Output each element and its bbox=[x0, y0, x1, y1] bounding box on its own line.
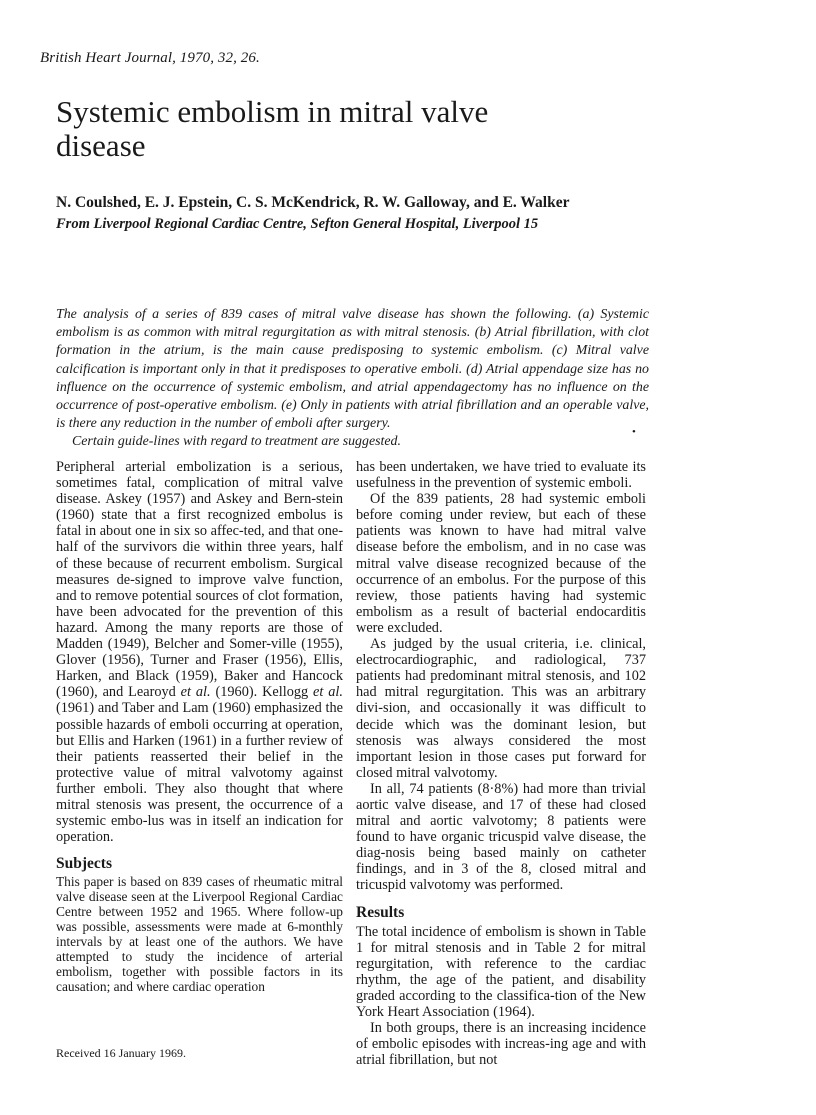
section-heading-results: Results bbox=[356, 903, 405, 921]
body-text: (1960). Kellogg bbox=[210, 684, 314, 701]
abstract-paragraph: Certain guide-lines with regard to treatment are suggested. bbox=[72, 434, 401, 450]
body-paragraph: In all, 74 patients (8·8%) had more than trivial aortic valve disease, and 17 of these had closed mitral and aortic valvotomy; 8 patients were found to have organic tricuspid valve disease, the diag-nosis being based mainly on catheter findings, and in 3 of the 8, closed mitral and tricuspid valvotomy was performed. bbox=[356, 780, 646, 894]
abstract bbox=[56, 306, 649, 452]
right-column bbox=[356, 459, 646, 1068]
body-text: Learoyd bbox=[128, 684, 181, 701]
body-paragraph bbox=[56, 459, 343, 845]
body-paragraph: The total incidence of embolism is shown in Table 1 for mitral stenosis and in Table 2 for mitral regurgitation, with reference to the cardiac rhythm, the age of the patient, and disability graded according to the classifica-tion of the New York Heart Association (1964). bbox=[356, 923, 646, 1020]
citation-et-al: et al. bbox=[313, 684, 343, 701]
section-heading-subjects: Subjects bbox=[56, 855, 112, 873]
body-text: (1961) and Taber and Lam (1960) emphasized the possible hazards of emboli occurring at operation, but Ellis and Harken (1961) in a further review of their patients reasserted their belief in the protective value of mitral valvotomy against further emboli. They also thought that where mitral stenosis was present, the occurrence of a systemic embo-lus was in itself an indication for operation. bbox=[56, 700, 343, 846]
author-affiliation: From Liverpool Regional Cardiac Centre, Sefton General Hospital, Liverpool 15 bbox=[56, 216, 539, 232]
citation-et-al: et al. bbox=[180, 684, 211, 701]
abstract-end-mark: • bbox=[632, 426, 636, 438]
author-list: N. Coulshed, E. J. Epstein, C. S. McKendrick, R. W. Galloway, and E. Walker bbox=[56, 194, 570, 211]
body-paragraph: As judged by the usual criteria, i.e. clinical, electrocardiographic, and radiological, 737 patients had predominant mitral stenosis, and 102 had mitral regurgitation. This was an arbitrary divi-sion, and occasionally it was difficult to decide which was the dominant lesion, but stenosis was always considered the most important lesion in those cases put forward for closed mitral valvotomy. bbox=[356, 636, 646, 781]
journal-reference: British Heart Journal, 1970, 32, 26. bbox=[40, 50, 260, 66]
abstract-paragraph: The analysis of a series of 839 cases of mitral valve disease has shown the following. (a) Systemic embolism is as common with mitral regurgitation as with mitral stenosis. (b) Atrial fibrillation, with clot formation in the atrium, is the main cause predisposing to systemic embolism. (c) Mitral valve calcification is important only in that it predisposes to operative emboli. (d) Atrial appendage size has no influence on the occurrence of systemic embolism, and atrial appendagectomy has no influence on the occurrence of post-operative embolism. (e) Only in patients with atrial fibrillation and an operable valve, is there any reduction in the number of emboli after surgery. bbox=[56, 307, 649, 432]
body-paragraph: In both groups, there is an increasing incidence of embolic episodes with increas-ing age and with atrial fibrillation, but not bbox=[356, 1020, 646, 1069]
body-text: Peripheral arterial embolization is a serious, sometimes fatal, complication of mitral valve disease. Askey (1957) and Askey and Bern-stein (1960) state that a first recognized embolus is fatal in about one in six so affec-ted, and that one-half of the survivors die within three years, half of these because of recurrent embolism. Surgical measures de-signed to improve valve function, and to remove potential sources of clot formation, have been advocated for the prevention of this hazard. Among the many reports are those of Madden (1949), Belcher and Somer-ville (1955), Glover (1956), Turner and Fraser (1956), Ellis, Harken, and Black (1959), Baker and Hancock (1960), and bbox=[56, 459, 343, 701]
body-paragraph: Of the 839 patients, 28 had systemic emboli before coming under review, but each of these patients was known to have had mitral valve disease before the embolism, and in no case was mitral valve disease recognized because of the occurrence of an embolus. For the purpose of this review, those patients having had systemic embolism as a result of bacterial endocarditis were excluded. bbox=[356, 491, 646, 636]
body-paragraph: This paper is based on 839 cases of rheumatic mitral valve disease seen at the Liverpool Regional Cardiac Centre between 1952 and 1965. Where follow-up was possible, assessments were made at 6-monthly intervals by at least one of the authors. We have attempted to study the incidence of arterial embolism, together with possible factors in its causation; and where cardiac operation bbox=[56, 874, 343, 994]
body-paragraph: has been undertaken, we have tried to evaluate its usefulness in the prevention of systemic emboli. bbox=[356, 459, 646, 492]
received-date: Received 16 January 1969. bbox=[56, 1046, 186, 1060]
article-title: Systemic embolism in mitral valve disease bbox=[56, 94, 489, 163]
left-column bbox=[56, 459, 343, 995]
